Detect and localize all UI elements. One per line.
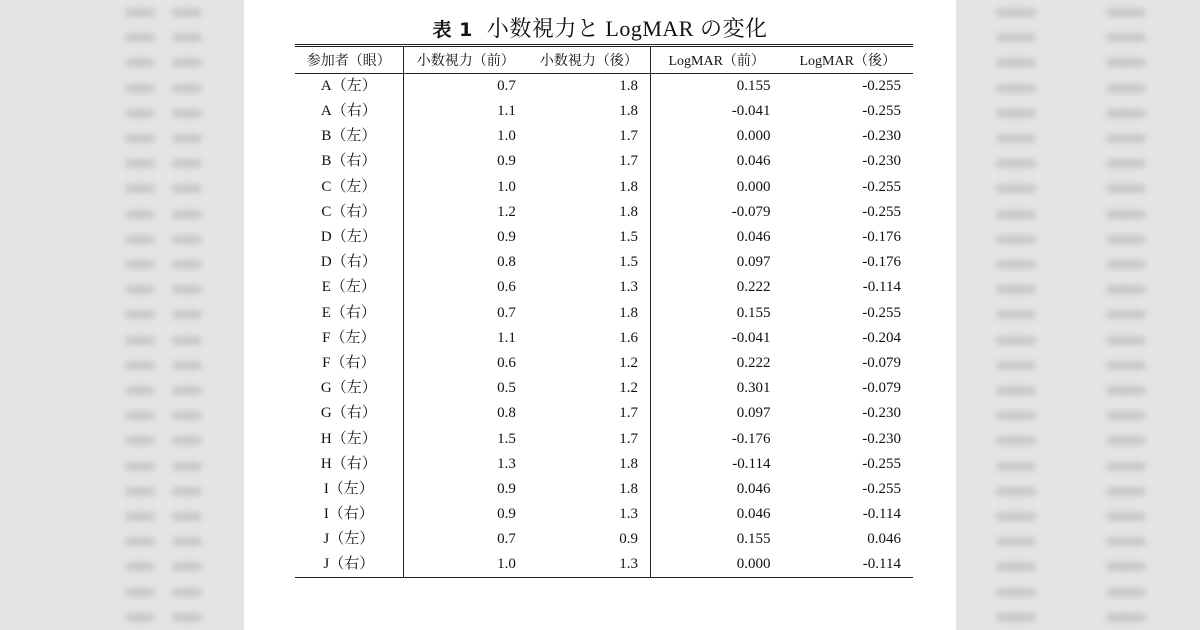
participant-cell: D（左） [295,225,403,250]
blurred-cell [1106,386,1146,395]
decimal-after-cell: 1.3 [528,275,651,300]
blurred-row [956,378,1200,403]
decimal-after-cell: 1.8 [528,301,651,326]
blurred-cell [996,588,1036,597]
decimal-after-cell: 1.7 [528,124,651,149]
blurred-cell [1106,562,1146,571]
logmar-after-cell: -0.204 [862,329,901,346]
decimal-after-cell: 1.5 [528,225,651,250]
blurred-cell [172,512,202,521]
blurred-row [956,403,1200,428]
blurred-cell [996,386,1036,395]
blurred-row [956,277,1200,302]
logmar-after-cell: -0.114 [862,506,901,523]
decimal-after-cell: 1.2 [528,351,651,376]
decimal-after-cell: 1.5 [528,250,651,275]
blurred-cell [125,462,155,471]
table-row [295,326,913,351]
participant-cell: E（右） [295,301,403,326]
logmar-before-cell: 0.046 [736,229,771,246]
blurred-row [956,454,1200,479]
blurred-cell [996,436,1036,445]
blurred-cell [172,260,202,269]
blurred-cell [172,159,202,168]
blurred-cell [172,613,202,622]
participant-cell: J（左） [295,527,403,552]
decimal-after-cell: 1.3 [528,552,651,578]
decimal-after-cell: 1.8 [528,99,651,124]
logmar-after-cell: -0.079 [862,354,901,371]
blurred-row [0,252,244,277]
blurred-cell [1106,588,1146,597]
blurred-row [0,479,244,504]
blurred-cell [125,537,155,546]
blurred-cell [172,8,202,17]
logmar-after-cell: -0.230 [862,430,901,447]
blurred-row [956,0,1200,25]
logmar-after-cell: -0.176 [862,229,901,246]
participant-cell: I（左） [295,477,403,502]
logmar-after-cell: -0.114 [862,556,901,573]
blurred-row [0,126,244,151]
blurred-cell [996,411,1036,420]
blurred-cell [996,336,1036,345]
blurred-row [956,101,1200,126]
logmar-before-cell: 0.155 [736,531,771,548]
header-decimal-before: 小数視力（前） [403,46,528,74]
blurred-cell [125,285,155,294]
decimal-before-cell: 0.9 [497,229,516,246]
table-row [295,301,913,326]
blurred-cell [996,33,1036,42]
decimal-after-cell: 1.8 [528,175,651,200]
participant-cell: C（左） [295,175,403,200]
table-title: 小数視力と LogMAR の変化 [486,16,768,41]
blurred-cell [996,159,1036,168]
blurred-cell [1106,336,1146,345]
blurred-cell [996,109,1036,118]
table-row [295,401,913,426]
blurred-row [956,25,1200,50]
participant-cell: E（左） [295,275,403,300]
blurred-cell [996,210,1036,219]
decimal-after-cell: 1.3 [528,502,651,527]
logmar-before-cell: 0.000 [736,556,771,573]
blurred-cell [125,58,155,67]
blurred-cell [996,285,1036,294]
blurred-cell [172,436,202,445]
logmar-before-cell: 0.046 [736,506,771,523]
logmar-after-cell: -0.114 [862,279,901,296]
blurred-background-left [0,0,244,630]
participant-cell: I（右） [295,502,403,527]
blurred-cell [125,386,155,395]
blurred-cell [172,537,202,546]
blurred-cell [1106,210,1146,219]
table-row [295,552,913,578]
blurred-cell [172,58,202,67]
logmar-before-cell: -0.114 [732,455,771,472]
blurred-cell [1106,58,1146,67]
blurred-cell [1106,285,1146,294]
blurred-cell [125,512,155,521]
participant-cell: A（右） [295,99,403,124]
blurred-cell [172,487,202,496]
blurred-cell [1106,512,1146,521]
blurred-cell [172,588,202,597]
blurred-cell [996,537,1036,546]
blurred-cell [172,336,202,345]
logmar-before-cell: 0.046 [736,153,771,170]
blurred-row [956,605,1200,630]
table-row [295,200,913,225]
decimal-after-cell: 1.8 [528,477,651,502]
table-caption [244,14,956,45]
blurred-cell [125,210,155,219]
blurred-cell [172,361,202,370]
participant-cell: A（左） [295,74,403,100]
blurred-cell [1106,436,1146,445]
table-row [295,124,913,149]
blurred-cell [1106,462,1146,471]
logmar-after-cell: -0.230 [862,128,901,145]
blurred-row [0,378,244,403]
logmar-before-cell: 0.097 [736,254,771,271]
blurred-row [0,176,244,201]
blurred-row [0,25,244,50]
decimal-before-cell: 0.9 [497,506,516,523]
blurred-background-right [956,0,1200,630]
header-logmar-after: LogMAR（後） [782,46,913,74]
blurred-cell [996,310,1036,319]
blurred-cell [1106,134,1146,143]
decimal-before-cell: 1.5 [497,430,516,447]
blurred-row [0,302,244,327]
decimal-after-cell: 1.8 [528,452,651,477]
table-row [295,351,913,376]
blurred-cell [125,310,155,319]
logmar-after-cell: -0.255 [862,480,901,497]
blurred-cell [996,462,1036,471]
decimal-before-cell: 1.1 [497,329,516,346]
blurred-cell [996,361,1036,370]
blurred-row [0,580,244,605]
blurred-cell [996,613,1036,622]
blurred-cell [125,588,155,597]
blurred-cell [172,562,202,571]
table-number: 表 1 [432,19,473,41]
blurred-row [0,403,244,428]
blurred-cell [125,562,155,571]
blurred-cell [125,487,155,496]
blurred-cell [125,361,155,370]
decimal-before-cell: 0.8 [497,405,516,422]
table-row [295,99,913,124]
blurred-row [0,504,244,529]
logmar-after-cell: -0.255 [862,103,901,120]
blurred-row [0,101,244,126]
blurred-row [0,529,244,554]
blurred-row [956,176,1200,201]
blurred-cell [1106,235,1146,244]
document-page [244,0,956,630]
blurred-cell [172,386,202,395]
participant-cell: D（右） [295,250,403,275]
logmar-after-cell: -0.255 [862,304,901,321]
blurred-cell [1106,159,1146,168]
blurred-row [0,554,244,579]
table-row [295,452,913,477]
blurred-row [956,428,1200,453]
blurred-row [956,580,1200,605]
blurred-cell [125,336,155,345]
blurred-row [956,529,1200,554]
logmar-after-cell: -0.079 [862,380,901,397]
blurred-cell [172,210,202,219]
header-row [295,46,913,74]
blurred-cell [125,613,155,622]
blurred-cell [172,33,202,42]
participant-cell: F（左） [295,326,403,351]
logmar-before-cell: -0.041 [731,103,771,120]
blurred-row [956,50,1200,75]
blurred-cell [1106,109,1146,118]
participant-cell: H（右） [295,452,403,477]
blurred-row [0,50,244,75]
blurred-cell [1106,361,1146,370]
logmar-after-cell: -0.255 [862,178,901,195]
blurred-row [956,76,1200,101]
decimal-before-cell: 1.0 [497,178,516,195]
blurred-cell [125,8,155,17]
logmar-before-cell: 0.222 [736,279,771,296]
blurred-cell [125,33,155,42]
blurred-cell [1106,84,1146,93]
table-row [295,250,913,275]
decimal-before-cell: 0.7 [497,531,516,548]
blurred-cell [172,84,202,93]
participant-cell: B（左） [295,124,403,149]
blurred-row [956,202,1200,227]
blurred-row [956,328,1200,353]
logmar-before-cell: -0.041 [731,329,771,346]
blurred-cell [125,159,155,168]
blurred-cell [1106,537,1146,546]
logmar-after-cell: -0.230 [862,405,901,422]
blurred-cell [125,436,155,445]
logmar-before-cell: -0.079 [731,203,771,220]
blurred-cell [172,310,202,319]
blurred-cell [125,411,155,420]
decimal-before-cell: 0.6 [497,354,516,371]
blurred-row [0,277,244,302]
blurred-row [0,454,244,479]
table-row [295,426,913,451]
table-row [295,502,913,527]
decimal-after-cell: 1.7 [528,149,651,174]
blurred-row [0,227,244,252]
decimal-before-cell: 1.1 [497,103,516,120]
decimal-before-cell: 1.0 [497,128,516,145]
participant-cell: G（右） [295,401,403,426]
header-decimal-after: 小数視力（後） [528,46,651,74]
logmar-after-cell: -0.255 [862,455,901,472]
blurred-cell [1106,310,1146,319]
logmar-before-cell: 0.301 [736,380,771,397]
participant-cell: B（右） [295,149,403,174]
blurred-row [0,202,244,227]
blurred-cell [996,512,1036,521]
blurred-row [956,126,1200,151]
blurred-cell [172,109,202,118]
vision-table [295,44,913,578]
table-row [295,376,913,401]
blurred-row [956,252,1200,277]
blurred-cell [996,562,1036,571]
decimal-before-cell: 1.2 [497,203,516,220]
participant-cell: J（右） [295,552,403,578]
logmar-after-cell: -0.230 [862,153,901,170]
blurred-cell [172,462,202,471]
decimal-after-cell: 0.9 [528,527,651,552]
decimal-before-cell: 1.3 [497,455,516,472]
blurred-cell [996,134,1036,143]
logmar-before-cell: 0.155 [736,304,771,321]
decimal-after-cell: 1.8 [528,200,651,225]
decimal-before-cell: 0.8 [497,254,516,271]
logmar-after-cell: -0.176 [862,254,901,271]
blurred-row [956,353,1200,378]
blurred-cell [1106,184,1146,193]
blurred-cell [996,235,1036,244]
decimal-after-cell: 1.7 [528,401,651,426]
blurred-cell [1106,487,1146,496]
logmar-after-cell: -0.255 [862,78,901,94]
blurred-cell [1106,411,1146,420]
table-row [295,175,913,200]
decimal-before-cell: 0.9 [497,153,516,170]
table-row [295,149,913,174]
decimal-before-cell: 0.9 [497,480,516,497]
blurred-cell [172,134,202,143]
decimal-before-cell: 0.7 [497,304,516,321]
participant-cell: F（右） [295,351,403,376]
blurred-cell [996,8,1036,17]
blurred-row [0,605,244,630]
decimal-after-cell: 1.6 [528,326,651,351]
blurred-row [956,504,1200,529]
logmar-after-cell: 0.046 [867,531,901,548]
blurred-row [0,328,244,353]
blurred-cell [996,487,1036,496]
blurred-row [0,353,244,378]
logmar-before-cell: 0.046 [736,480,771,497]
table-row [295,477,913,502]
blurred-cell [125,184,155,193]
decimal-after-cell: 1.2 [528,376,651,401]
blurred-cell [1106,260,1146,269]
blurred-cell [125,235,155,244]
blurred-row [0,151,244,176]
logmar-before-cell: 0.000 [736,128,771,145]
blurred-cell [996,58,1036,67]
participant-cell: H（左） [295,426,403,451]
blurred-cell [996,84,1036,93]
table-row [295,527,913,552]
logmar-before-cell: -0.176 [731,430,771,447]
blurred-cell [125,260,155,269]
blurred-cell [1106,613,1146,622]
blurred-row [956,479,1200,504]
decimal-after-cell: 1.8 [528,74,651,100]
logmar-before-cell: 0.000 [736,178,771,195]
blurred-cell [172,184,202,193]
blurred-row [956,151,1200,176]
table-row [295,275,913,300]
decimal-before-cell: 0.5 [497,380,516,397]
blurred-cell [172,235,202,244]
logmar-before-cell: 0.155 [736,78,771,94]
blurred-row [0,76,244,101]
header-participant: 参加者（眼） [295,46,403,74]
decimal-before-cell: 0.7 [497,78,516,94]
blurred-cell [172,285,202,294]
participant-cell: C（右） [295,200,403,225]
logmar-before-cell: 0.222 [736,354,771,371]
blurred-row [956,227,1200,252]
blurred-cell [125,109,155,118]
table-row [295,225,913,250]
table-row [295,74,913,100]
logmar-before-cell: 0.097 [736,405,771,422]
blurred-row [956,302,1200,327]
participant-cell: G（左） [295,376,403,401]
blurred-row [0,428,244,453]
blurred-cell [996,184,1036,193]
decimal-before-cell: 0.6 [497,279,516,296]
logmar-after-cell: -0.255 [862,203,901,220]
blurred-cell [996,260,1036,269]
blurred-cell [172,411,202,420]
blurred-row [956,554,1200,579]
decimal-before-cell: 1.0 [497,556,516,573]
decimal-after-cell: 1.7 [528,426,651,451]
blurred-cell [125,134,155,143]
header-logmar-before: LogMAR（前） [650,46,782,74]
blurred-row [0,0,244,25]
blurred-cell [1106,33,1146,42]
blurred-cell [125,84,155,93]
blurred-cell [1106,8,1146,17]
